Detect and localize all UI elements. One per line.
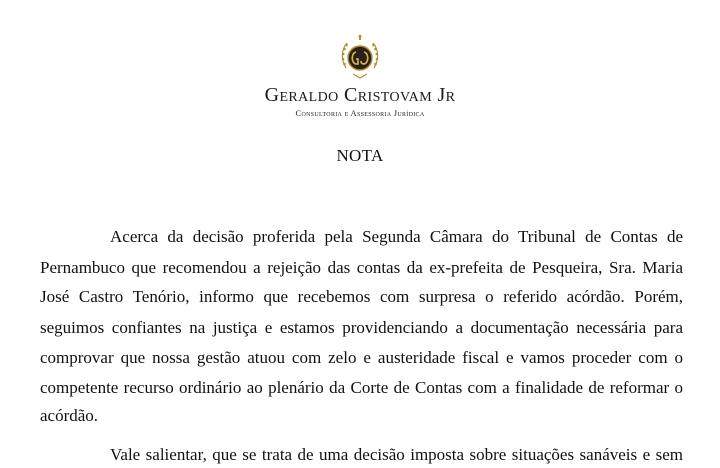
- firm-name: Geraldo Cristovam Jr: [264, 84, 456, 106]
- paragraph-line: Vale salientar, que se trata de uma decisão imposta sobre situações sanáveis e sem: [110, 445, 683, 464]
- document-title: NOTA: [336, 146, 384, 165]
- paragraph-line: competente recurso ordinário ao plenário da Corte de Contas com a finalidade de reformar o: [40, 378, 683, 397]
- paragraph-line: Acerca da decisão proferida pela Segunda Câmara do Tribunal de Contas de: [110, 227, 683, 246]
- firm-subtitle: Consultoria e Assessoria Jurídica: [295, 108, 425, 118]
- gc-monogram-seal-icon: [338, 34, 382, 80]
- paragraph-line: comprovar que nossa gestão atuou com zelo e austeridade fiscal e vamos proceder com o: [40, 348, 683, 367]
- paragraph-line: seguimos confiantes na justiça e estamos providenciando a documentação necessária para: [40, 318, 683, 337]
- paragraph-line: José Castro Tenório, informo que recebemos com surpresa o referido acórdão. Porém,: [40, 287, 683, 306]
- paragraph-line: acórdão.: [40, 406, 99, 425]
- paragraph-line: Pernambuco que recomendou a rejeição das contas da ex-prefeita de Pesqueira, Sra. Maria: [40, 258, 683, 277]
